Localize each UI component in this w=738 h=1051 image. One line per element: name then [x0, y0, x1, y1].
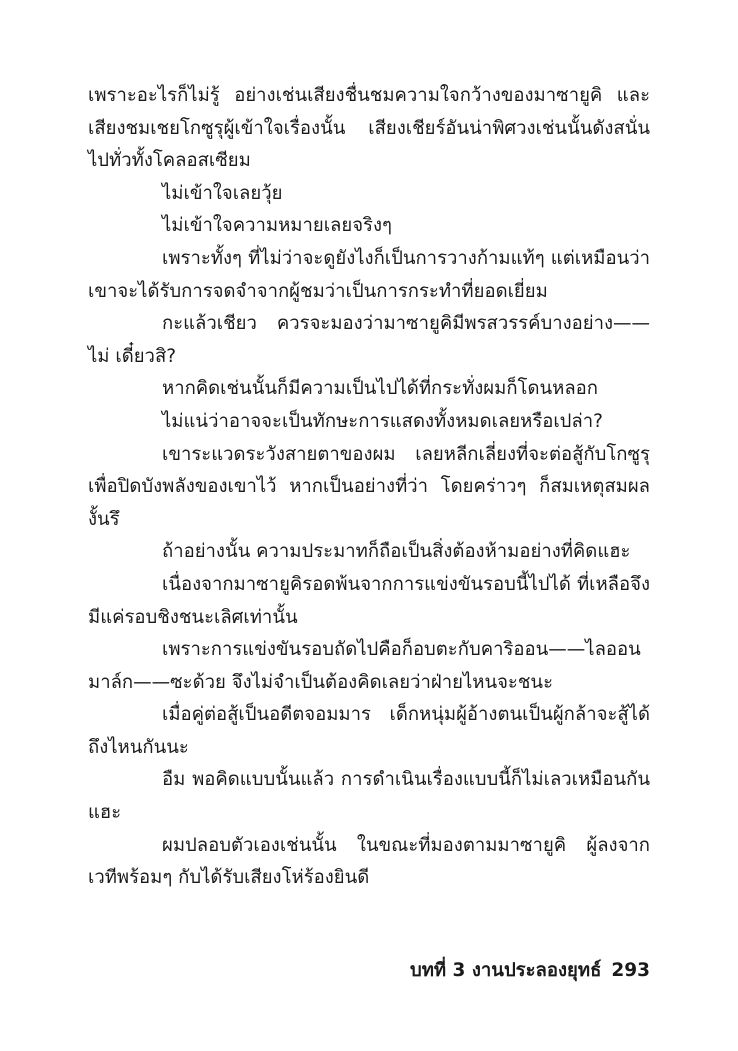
paragraph: เพราะทั้งๆ ที่ไม่ว่าจะดูยังไงก็เป็นการวางก้ามแท้ๆ แต่เหมือนว่าเขาจะได้รับการจดจำจากผู้ชมว่าเป็นการกระทำที่ยอดเยี่ยม [88, 247, 650, 302]
page-footer [410, 956, 650, 985]
paragraph: กะแล้วเชียว ควรจะมองว่ามาซายูคิมีพรสวรรค์บางอย่าง——ไม่ เดี๋ยวสิ? [88, 313, 650, 367]
paragraph: หากคิดเช่นนั้นก็มีความเป็นไปได้ที่กระทั่งผมก็โดนหลอก [162, 378, 598, 400]
paragraph: ไม่แน่ว่าอาจจะเป็นทักษะการแสดงทั้งหมดเลยหรือเปล่า? [162, 410, 603, 432]
paragraph: ผมปลอบตัวเองเช่นนั้น ในขณะที่มองตามมาซายูคิ ผู้ลงจากเวทีพร้อมๆ กับได้รับเสียงโห่ร้องยินดี [88, 834, 650, 889]
paragraph: เพราะการแข่งขันรอบถัดไปคือก็อบตะกับคาริออน——ไลออนมาล์ก——ซะด้วย จึงไม่จำเป็นต้องคิดเลยว่าฝ่ายไหนจะชนะ [88, 639, 641, 693]
paragraph: ถ้าอย่างนั้น ความประมาทก็ถือเป็นสิ่งต้องห้ามอย่างที่คิดแฮะ [162, 541, 631, 563]
paragraph: ไม่เข้าใจเลยวุ้ย [162, 182, 283, 204]
paragraph: เนื่องจากมาซายูคิรอดพ้นจากการแข่งขันรอบนี้ไปได้ ที่เหลือจึงมีแค่รอบชิงชนะเลิศเท่านั้น [88, 573, 650, 628]
page-body [88, 80, 650, 895]
paragraph: เพราะอะไรก็ไม่รู้ อย่างเช่นเสียงชื่นชมความใจกว้างของมาซายูคิ และเสียงชมเชยโกซูรุผู้เข้าใจเรื่องนั้น เสียงเชียร์อันน่าพิศวงเช่นนั้นดังสนั่นไปทั่วทั้งโคลอสเซียม [88, 85, 650, 172]
paragraph: เขาระแวดระวังสายตาของผม เลยหลีกเลี่ยงที่จะต่อสู้กับโกซูรุเพื่อปิดบังพลังของเขาไว้ หากเป็นอย่างที่ว่า โดยคร่าวๆ ก็สมเหตุสมผลงั้นรึ [88, 443, 650, 530]
paragraph: ไม่เข้าใจความหมายเลยจริงๆ [162, 215, 392, 237]
paragraph: อืม พอคิดแบบนั้นแล้ว การดำเนินเรื่องแบบนี้ก็ไม่เลวเหมือนกันแฮะ [88, 769, 650, 824]
paragraph: เมื่อคู่ต่อสู้เป็นอดีตจอมมาร เด็กหนุ่มผู้อ้างตนเป็นผู้กล้าจะสู้ได้ถึงไหนกันนะ [88, 704, 650, 758]
chapter-title: บทที่ 3 งานประลองยุทธ์ [409, 960, 602, 981]
page-number: 293 [611, 960, 650, 981]
